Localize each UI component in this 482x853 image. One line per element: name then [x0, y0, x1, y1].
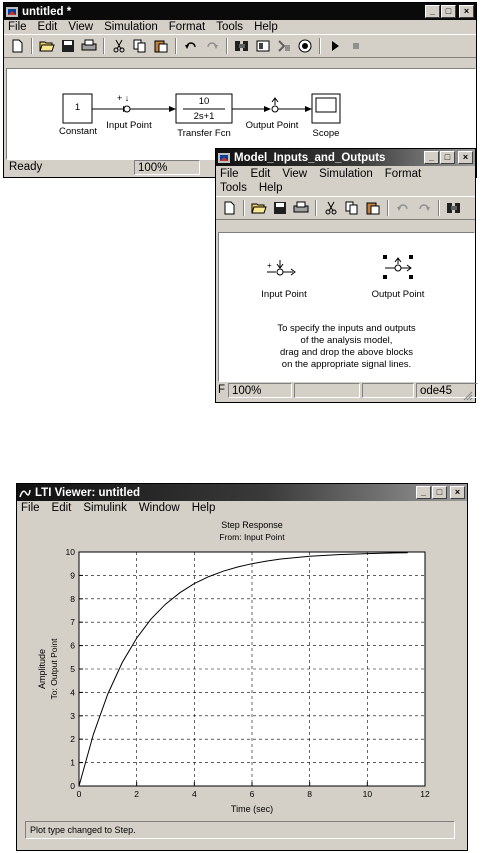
copy-button[interactable] [131, 37, 149, 55]
io-library-window [215, 148, 476, 403]
maximize-button[interactable]: □ [440, 151, 455, 164]
open-button[interactable] [250, 199, 268, 217]
undo-button[interactable] [182, 37, 200, 55]
instruction-line: drag and drop the above blocks [279, 347, 414, 358]
constant-block-value: 1 [74, 102, 81, 113]
y-tick-label: 3 [70, 710, 75, 721]
constant-block-label: Constant [58, 126, 98, 137]
model-browser-button[interactable] [254, 37, 272, 55]
y-tick-label: 0 [70, 781, 75, 791]
paste-icon [154, 39, 168, 53]
new-document-icon [222, 201, 236, 215]
lti-viewer-menubar [17, 501, 467, 515]
redo-icon [205, 39, 219, 53]
step-response-chart[interactable] [17, 518, 467, 818]
y-tick-label: 6 [70, 640, 75, 651]
model-browser-icon [256, 39, 270, 53]
io-library-title: Model_Inputs_and_Outputs [234, 151, 386, 164]
lti-viewer-title: LTI Viewer: untitled [35, 486, 140, 499]
start-simulation-button[interactable] [326, 37, 344, 55]
io-library-statusbar [218, 383, 478, 398]
menu-help[interactable]: Help [254, 21, 278, 33]
y-axis-label-output: To: Output Point [49, 638, 59, 700]
menu-help[interactable]: Help [258, 182, 283, 194]
menu-edit[interactable]: Edit [37, 21, 58, 33]
cut-button[interactable] [322, 199, 340, 217]
maximize-button[interactable]: □ [432, 486, 447, 499]
toolbar-separator [315, 200, 317, 216]
status-empty-1 [294, 383, 360, 398]
open-button[interactable] [38, 37, 56, 55]
output-point-label: Output Point [245, 120, 299, 131]
x-tick-label: 12 [420, 789, 430, 799]
menu-view[interactable]: View [68, 21, 94, 33]
close-button[interactable]: × [450, 486, 465, 499]
toolbar-separator [31, 38, 33, 54]
y-tick-label: 1 [70, 757, 75, 768]
simulink-title: untitled * [22, 5, 72, 18]
stop-simulation-button[interactable] [347, 37, 365, 55]
folder-open-icon [39, 39, 55, 53]
menu-help[interactable]: Help [191, 502, 216, 514]
instruction-line: of the analysis model, [300, 335, 393, 346]
redo-button[interactable] [415, 199, 433, 217]
library-input-point-label: Input Point [261, 289, 307, 300]
minimize-button[interactable]: _ [424, 151, 439, 164]
library-browser-button[interactable] [233, 37, 251, 55]
io-library-toolbar [216, 196, 475, 220]
library-browser-icon [234, 39, 250, 53]
menu-tools[interactable]: Tools [216, 21, 244, 33]
simulink-toolbar [4, 34, 476, 58]
scissors-icon [324, 201, 338, 215]
new-document-icon [10, 39, 24, 53]
output-point-block-icon[interactable] [383, 255, 413, 279]
library-instructions [219, 323, 474, 371]
menu-window[interactable]: Window [138, 502, 180, 514]
lti-viewer-titlebar[interactable] [17, 484, 467, 501]
input-point-marker: + ↓ [117, 93, 130, 103]
io-library-canvas[interactable] [218, 232, 475, 382]
chart-title: Step Response [221, 520, 283, 530]
minimize-button[interactable]: _ [425, 5, 440, 18]
copy-button[interactable] [343, 199, 361, 217]
simulink-menubar [4, 20, 476, 34]
floppy-disk-icon [273, 201, 287, 215]
printer-icon [81, 39, 97, 53]
save-button[interactable] [59, 37, 77, 55]
y-axis-label: Amplitude [37, 648, 47, 690]
x-tick-label: 0 [76, 789, 82, 799]
menu-simulation[interactable]: Simulation [104, 21, 158, 33]
menu-file[interactable]: File [21, 502, 40, 514]
instruction-line: To specify the inputs and outputs [277, 323, 416, 334]
save-button[interactable] [271, 199, 289, 217]
status-ready: Ready [9, 161, 43, 173]
library-output-point-label: Output Point [371, 289, 425, 300]
menu-simulation[interactable]: Simulation [319, 168, 373, 180]
redo-button[interactable] [203, 37, 221, 55]
x-tick-label: 2 [134, 789, 140, 799]
toolbar-separator [103, 38, 105, 54]
status-left: F [218, 384, 226, 396]
menu-format[interactable]: Format [168, 21, 206, 33]
status-empty-2 [362, 383, 414, 398]
tf-numerator: 10 [198, 96, 210, 107]
new-model-button[interactable] [220, 199, 238, 217]
play-icon [330, 40, 340, 52]
status-zoom: 100% [134, 160, 200, 175]
library-browser-button[interactable] [445, 199, 463, 217]
maximize-button[interactable]: □ [441, 5, 456, 18]
menu-simulink[interactable]: Simulink [83, 502, 127, 514]
y-tick-label: 7 [70, 617, 75, 628]
instruction-line: on the appropriate signal lines. [281, 359, 412, 370]
status-zoom: 100% [228, 383, 292, 398]
toolbar-separator [438, 200, 440, 216]
close-button[interactable]: × [459, 5, 474, 18]
cut-button[interactable] [110, 37, 128, 55]
simulink-library-icon [218, 152, 230, 164]
lti-viewer-app-icon [19, 487, 31, 499]
io-library-menubar [216, 166, 464, 196]
x-tick-label: 8 [307, 789, 313, 799]
target-button[interactable] [296, 37, 314, 55]
toolbar-separator [243, 200, 245, 216]
x-tick-label: 6 [249, 789, 255, 799]
menu-format[interactable]: Format [384, 168, 422, 180]
lti-status-box [25, 821, 455, 839]
floppy-disk-icon [61, 39, 75, 53]
y-tick-label: 5 [70, 664, 75, 674]
library-browser-icon [446, 201, 462, 215]
copy-icon [133, 39, 147, 53]
tf-denominator: 2s+1 [193, 111, 215, 122]
io-library-titlebar[interactable] [216, 149, 475, 166]
y-tick-label: 4 [70, 687, 75, 698]
menu-view[interactable]: View [282, 168, 308, 180]
svg-text:+: + [267, 261, 272, 270]
toolbar-separator [387, 200, 389, 216]
print-button[interactable] [80, 37, 98, 55]
paste-button[interactable] [364, 199, 382, 217]
simulink-app-icon [6, 6, 18, 18]
scissors-icon [112, 39, 126, 53]
undo-icon [184, 39, 198, 53]
status-solver: ode45 [416, 383, 478, 398]
input-point-block-icon[interactable] [267, 259, 303, 277]
paste-button[interactable] [152, 37, 170, 55]
scope-label: Scope [312, 128, 340, 139]
model-canvas[interactable] [6, 68, 476, 160]
chart-subtitle: From: Input Point [219, 532, 285, 542]
menu-file[interactable]: File [8, 21, 27, 33]
menu-file[interactable]: File [220, 168, 239, 180]
menu-tools[interactable]: Tools [220, 182, 247, 194]
lti-viewer-window [16, 483, 468, 851]
menu-edit[interactable]: Edit [51, 502, 72, 514]
redo-icon [417, 201, 431, 215]
simulink-statusbar [6, 160, 200, 175]
menu-edit[interactable]: Edit [250, 168, 271, 180]
simulink-titlebar[interactable] [4, 3, 476, 20]
close-button[interactable]: × [458, 151, 473, 164]
x-tick-label: 4 [191, 789, 197, 799]
copy-icon [345, 201, 359, 215]
y-tick-label: 10 [65, 547, 75, 557]
x-axis-label: Time (sec) [230, 804, 274, 814]
y-tick-label: 8 [70, 593, 75, 604]
paste-icon [366, 201, 380, 215]
y-tick-label: 9 [70, 570, 75, 581]
undo-icon [396, 201, 410, 215]
toolbar-separator [319, 38, 321, 54]
target-icon [298, 39, 312, 53]
toolbar-separator [226, 38, 228, 54]
folder-open-icon [251, 201, 267, 215]
printer-icon [293, 201, 309, 215]
toolbar-separator [175, 38, 177, 54]
new-model-button[interactable] [8, 37, 26, 55]
x-tick-label: 10 [362, 789, 373, 799]
model-diagram-lines [7, 69, 475, 159]
debug-icon [277, 39, 291, 53]
resize-grip-icon[interactable] [461, 389, 473, 401]
lti-status-message: Plot type changed to Step. [30, 825, 136, 835]
undo-button[interactable] [394, 199, 412, 217]
debug-button[interactable] [275, 37, 293, 55]
minimize-button[interactable]: _ [416, 486, 431, 499]
y-tick-label: 2 [70, 734, 75, 745]
input-point-label: Input Point [106, 120, 152, 131]
stop-icon [351, 41, 361, 51]
print-button[interactable] [292, 199, 310, 217]
transfer-fcn-label: Transfer Fcn [177, 128, 231, 139]
